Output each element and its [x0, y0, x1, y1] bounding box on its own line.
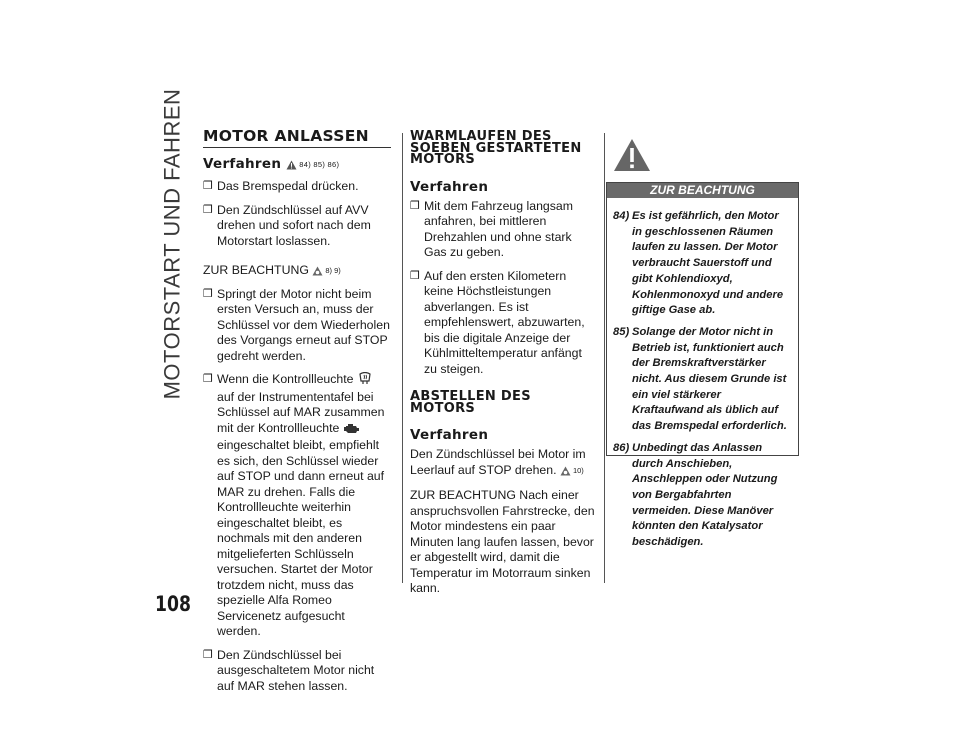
column-divider [604, 133, 605, 583]
bullet-box: ❒ [410, 269, 420, 282]
list-item: ❒ Mit dem Fahrzeug langsam anfahren, bei mittleren Drehzahlen und ohne stark Gas zu geben. [410, 198, 573, 259]
procedure-steps [203, 179, 391, 249]
list-item: ❒ Wenn die Kontrollleuchte auf der Instrumententafel bei Schlüssel auf MAR zusammen mit der Kontrollleuchte eingeschaltet bleibt, empfiehlt es sich, den Schlüssel wieder auf STOP und dann erneut auf MAR zu drehen. Falls die Kontrollleuchte weiterhin eingeschaltet bleibt, es nochmals mit den anderen mitgelieferten Schlüsseln versuchen. Startet der Motor trotzdem nicht, muss das spezielle Alfa Romeo Servicenetz aufgesucht werden. [203, 372, 385, 638]
bullet-box: ❒ [203, 373, 213, 385]
paragraph: Den Zündschlüssel bei Motor im Leerlauf auf STOP drehen. 10) [410, 447, 596, 480]
bullet-box: ❒ [203, 648, 213, 661]
column-warm-up [410, 131, 596, 605]
list-item: ❒ Den Zündschlüssel auf AVV drehen und sofort nach dem Motorstart loslassen. [203, 202, 371, 248]
engine-check-icon [343, 423, 361, 439]
warning-triangle-icon [612, 137, 652, 178]
hand-warning-icon [312, 265, 323, 281]
reference-numbers: 10) [572, 465, 584, 475]
bullet-box: ❒ [410, 199, 420, 212]
procedure-steps [203, 287, 391, 695]
glow-plug-warning-icon [357, 372, 373, 390]
hand-warning-icon [560, 465, 571, 481]
list-item: ❒ Das Bremspedal drücken. [203, 179, 359, 193]
warning-box-header: ZUR BEACHTUNG [607, 183, 798, 198]
warning-box [606, 182, 799, 549]
bullet-box: ❒ [203, 287, 213, 300]
subsection-title: Verfahren [410, 427, 489, 443]
section-title: WARMLAUFEN DES SOEBEN GESTARTETEN MOTORS [410, 129, 582, 167]
warning-list [607, 198, 798, 551]
page-number: 108 [155, 592, 191, 616]
reference-numbers: 84) 85) 86) [299, 160, 340, 169]
note-line: ZUR BEACHTUNG 8) 9) [203, 263, 391, 281]
reference-numbers: 8) 9) [325, 266, 341, 275]
list-item: 85) Solange der Motor nicht in Betrieb ist, funktioniert auch der Bremskraftverstärker nicht. Aus diesem Grunde ist ein viel stärkerer Kraftaufwand als üblich auf das Bremspedal erforderlich. [613, 325, 787, 433]
procedure-steps [410, 199, 596, 378]
section-title: MOTOR ANLASSEN [203, 128, 391, 148]
column-divider [402, 133, 403, 583]
bullet-box: ❒ [203, 180, 213, 192]
list-item: 86) Unbedingt das Anlassen durch Anschieben, Anschleppen oder Nutzung von Bergabfahrten vermeiden. Diese Manöver könnten den Katalysator beschädigen. [613, 441, 778, 549]
warning-triangle-icon [286, 159, 297, 173]
column-engine-start [203, 128, 391, 702]
list-item: ❒ Den Zündschlüssel bei ausgeschaltetem Motor nicht auf MAR stehen lassen. [203, 647, 375, 693]
subsection-title: Verfahren [410, 178, 489, 195]
list-item: 84) Es ist gefährlich, den Motor in geschlossenen Räumen laufen zu lassen. Der Motor verbraucht Sauerstoff und gibt Kohlendioxyd, Kohlenmonoxyd und andere giftige Gase ab. [613, 210, 784, 317]
section-title: ABSTELLEN DES MOTORS [410, 389, 531, 416]
side-chapter-title: MOTORSTART UND FAHREN [159, 88, 185, 399]
bullet-box: ❒ [203, 203, 213, 216]
list-item: ❒ Auf den ersten Kilometern keine Höchstleistungen abverlangen. Es ist empfehlenswert, abzuwarten, bis die digitale Anzeige der Kühlmitteltemperatur anfängt zu steigen. [410, 268, 585, 376]
paragraph: ZUR BEACHTUNG Nach einer anspruchsvollen Fahrstrecke, den Motor mindestens ein paar Minuten lang laufen lassen, bevor er abgestellt wird, damit die Temperatur im Motorraum sinken kann. [410, 488, 595, 595]
subsection-title: Verfahren 84) 85) 86) [203, 156, 340, 172]
list-item: ❒ Springt der Motor nicht beim ersten Versuch an, muss der Schlüssel vor dem Wiederholen des Vorgangs erneut auf STOP gedreht werden. [203, 286, 390, 363]
